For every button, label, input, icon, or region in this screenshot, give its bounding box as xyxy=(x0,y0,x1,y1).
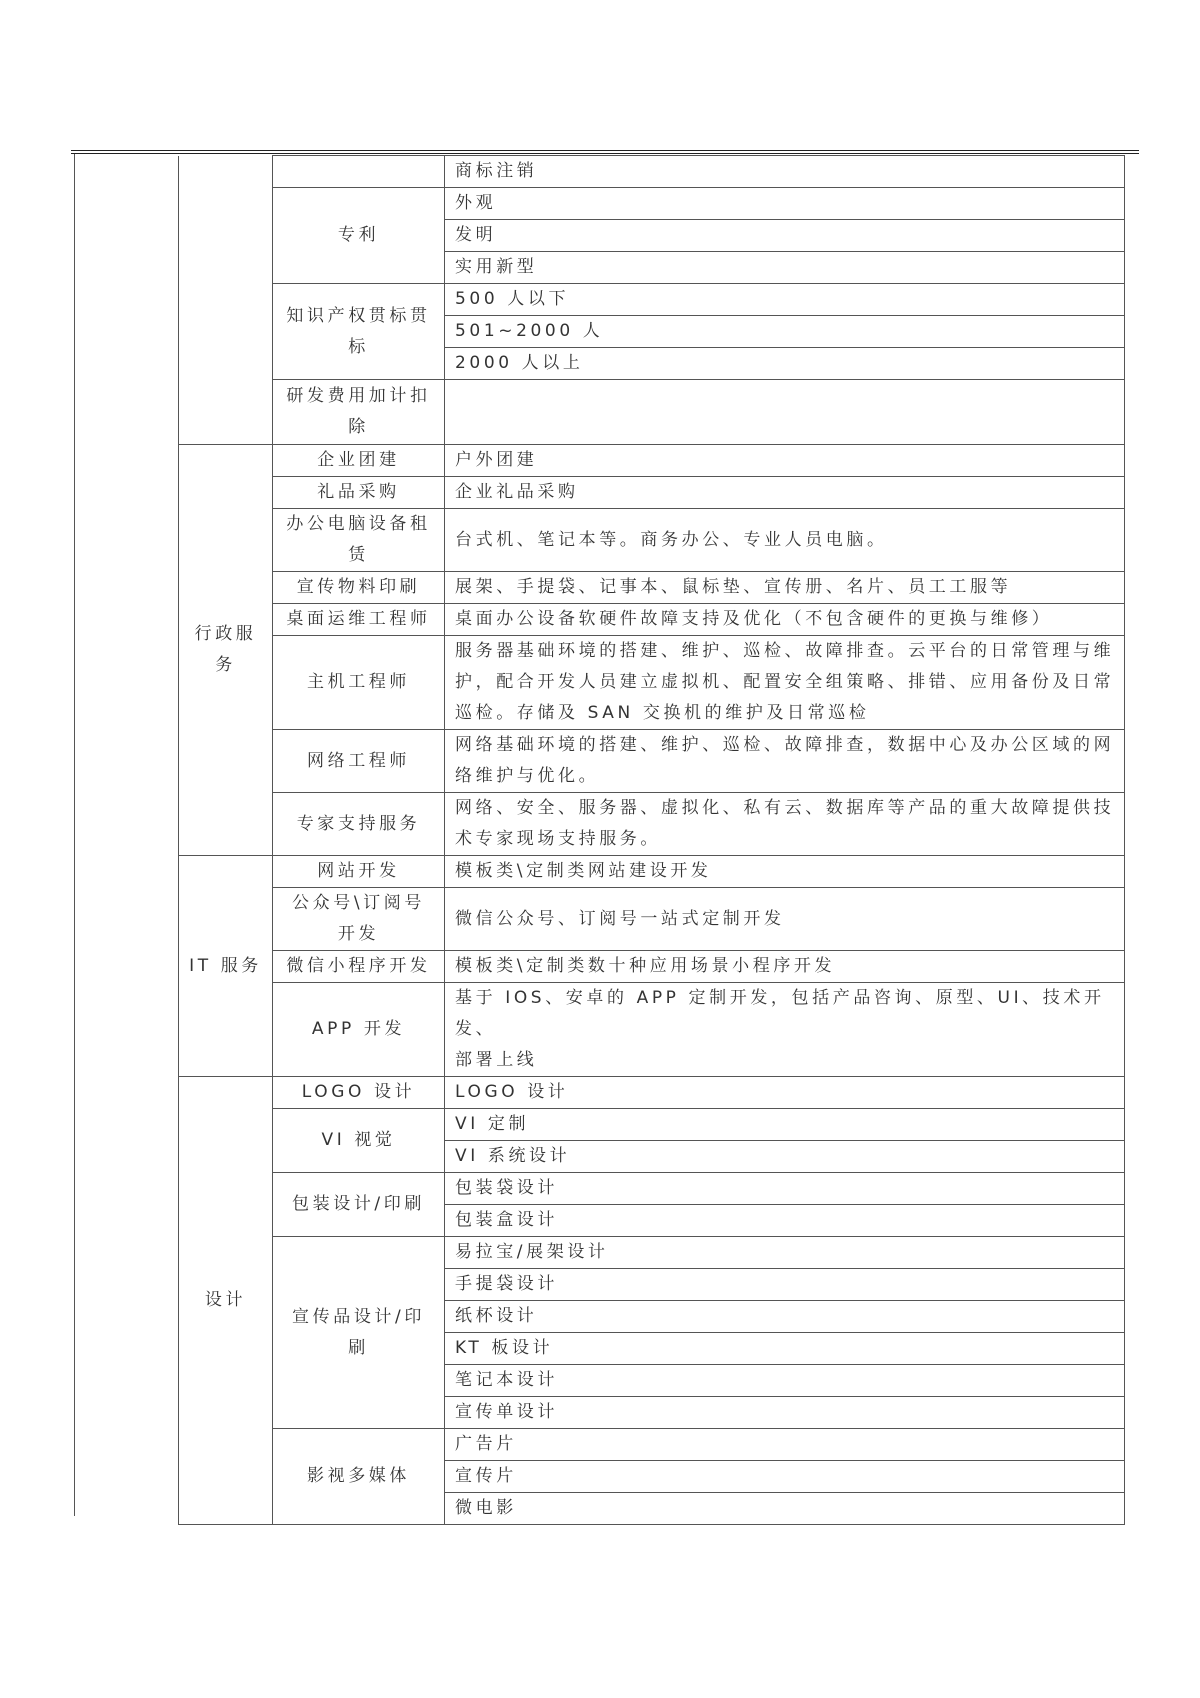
service-detail-cell: 微电影 xyxy=(445,1493,1125,1525)
service-detail-cell: 包装袋设计 xyxy=(445,1173,1125,1205)
service-detail-cell: 发明 xyxy=(445,220,1125,252)
service-item-cell: 知识产权贯标贯 标 xyxy=(273,284,445,380)
service-item-cell: 礼品采购 xyxy=(273,477,445,509)
service-table-body xyxy=(179,156,1125,1525)
service-detail-cell: 笔记本设计 xyxy=(445,1365,1125,1397)
service-item-cell: 宣传品设计/印 刷 xyxy=(273,1237,445,1429)
table-row xyxy=(179,445,1125,477)
top-rule xyxy=(71,153,1139,154)
service-detail-cell: 模板类\定制类网站建设开发 xyxy=(445,856,1125,888)
service-detail-cell: 微信公众号、订阅号一站式定制开发 xyxy=(445,888,1125,951)
service-item-cell: APP 开发 xyxy=(273,983,445,1077)
table-row xyxy=(179,951,1125,983)
service-item-cell: 专家支持服务 xyxy=(273,793,445,856)
service-detail-cell: 易拉宝/展架设计 xyxy=(445,1237,1125,1269)
service-item-cell: 网站开发 xyxy=(273,856,445,888)
service-detail-cell: 宣传单设计 xyxy=(445,1397,1125,1429)
table-row xyxy=(179,509,1125,572)
service-detail-cell: 宣传片 xyxy=(445,1461,1125,1493)
service-detail-cell xyxy=(445,380,1125,445)
service-detail-cell: 户外团建 xyxy=(445,445,1125,477)
service-detail-cell: 模板类\定制类数十种应用场景小程序开发 xyxy=(445,951,1125,983)
table-row xyxy=(179,856,1125,888)
service-detail-cell: 桌面办公设备软硬件故障支持及优化（不包含硬件的更换与维修） xyxy=(445,604,1125,636)
table-row xyxy=(179,380,1125,445)
service-item-cell: 网络工程师 xyxy=(273,730,445,793)
top-rule xyxy=(71,150,1139,151)
service-detail-cell: 网络基础环境的搭建、维护、巡检、故障排查，数据中心及办公区域的网 络维护与优化。 xyxy=(445,730,1125,793)
service-item-cell: 企业团建 xyxy=(273,445,445,477)
service-detail-cell: 手提袋设计 xyxy=(445,1269,1125,1301)
table-row xyxy=(179,604,1125,636)
table-row xyxy=(179,1109,1125,1141)
category-cell: 行政服 务 xyxy=(179,445,273,856)
service-item-cell: 影视多媒体 xyxy=(273,1429,445,1525)
service-item-cell: LOGO 设计 xyxy=(273,1077,445,1109)
service-detail-cell: 基于 IOS、安卓的 APP 定制开发，包括产品咨询、原型、UI、技术开发、 部署上线 xyxy=(445,983,1125,1077)
service-detail-cell: 网络、安全、服务器、虚拟化、私有云、数据库等产品的重大故障提供技 术专家现场支持服务。 xyxy=(445,793,1125,856)
service-detail-cell: LOGO 设计 xyxy=(445,1077,1125,1109)
service-item-cell: 办公电脑设备租 赁 xyxy=(273,509,445,572)
table-row xyxy=(179,477,1125,509)
service-detail-cell: 2000 人以上 xyxy=(445,348,1125,380)
table-row xyxy=(179,1173,1125,1205)
service-detail-cell: 包装盒设计 xyxy=(445,1205,1125,1237)
service-item-cell: 研发费用加计扣 除 xyxy=(273,380,445,445)
service-item-cell: 主机工程师 xyxy=(273,636,445,730)
service-detail-cell: 企业礼品采购 xyxy=(445,477,1125,509)
service-detail-cell: 501~2000 人 xyxy=(445,316,1125,348)
table-row xyxy=(179,1237,1125,1269)
service-detail-cell: 台式机、笔记本等。商务办公、专业人员电脑。 xyxy=(445,509,1125,572)
service-detail-cell: 500 人以下 xyxy=(445,284,1125,316)
service-item-cell: 桌面运维工程师 xyxy=(273,604,445,636)
service-detail-cell: 广告片 xyxy=(445,1429,1125,1461)
table-row xyxy=(179,1077,1125,1109)
service-detail-cell: 外观 xyxy=(445,188,1125,220)
table-row xyxy=(179,636,1125,730)
category-cell: IT 服务 xyxy=(179,856,273,1077)
service-item-cell: VI 视觉 xyxy=(273,1109,445,1173)
service-item-cell: 包装设计/印刷 xyxy=(273,1173,445,1237)
service-detail-cell: KT 板设计 xyxy=(445,1333,1125,1365)
table-row xyxy=(179,983,1125,1077)
table-row xyxy=(179,793,1125,856)
service-item-cell: 宣传物料印刷 xyxy=(273,572,445,604)
service-item-cell: 微信小程序开发 xyxy=(273,951,445,983)
service-detail-cell: 实用新型 xyxy=(445,252,1125,284)
outer-left-border xyxy=(74,154,75,1516)
category-cell: 设计 xyxy=(179,1077,273,1525)
table-row xyxy=(179,156,1125,188)
table-row xyxy=(179,188,1125,220)
service-detail-cell: 展架、手提袋、记事本、鼠标垫、宣传册、名片、员工工服等 xyxy=(445,572,1125,604)
service-detail-cell: VI 系统设计 xyxy=(445,1141,1125,1173)
table-row xyxy=(179,888,1125,951)
service-detail-cell: VI 定制 xyxy=(445,1109,1125,1141)
service-detail-cell: 商标注销 xyxy=(445,156,1125,188)
service-item-cell: 专利 xyxy=(273,188,445,284)
service-table xyxy=(178,155,1125,1525)
service-detail-cell: 纸杯设计 xyxy=(445,1301,1125,1333)
service-item-cell: 公众号\订阅号 开发 xyxy=(273,888,445,951)
table-row xyxy=(179,730,1125,793)
table-row xyxy=(179,572,1125,604)
category-cell xyxy=(179,156,273,445)
service-item-cell xyxy=(273,156,445,188)
table-row xyxy=(179,1429,1125,1461)
service-detail-cell: 服务器基础环境的搭建、维护、巡检、故障排查。云平台的日常管理与维 护，配合开发人员建立虚拟机、配置安全组策略、排错、应用备份及日常 巡检。存储及 SAN 交换机的维护及日常巡检 xyxy=(445,636,1125,730)
table-row xyxy=(179,284,1125,316)
